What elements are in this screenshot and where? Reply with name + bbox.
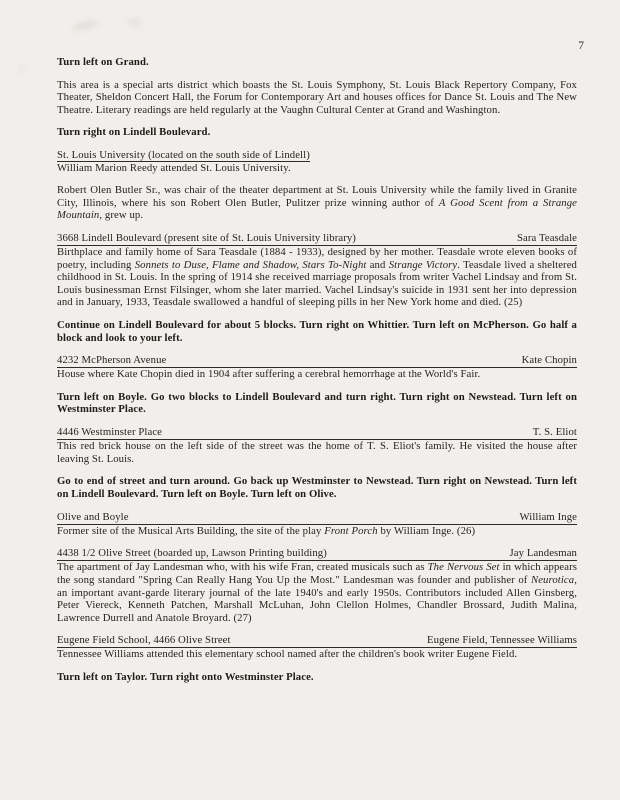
text-run-italic: The Nervous Set: [427, 561, 500, 574]
entry-location: St. Louis University (located on the south side of Lindell): [57, 148, 310, 161]
entry-location: Olive and Boyle: [57, 510, 129, 523]
entry-heading: [57, 634, 577, 648]
entry-author: Eugene Field, Tennessee Williams: [426, 634, 577, 647]
entry-author: Jay Landesman: [509, 547, 577, 560]
direction-text: [57, 391, 577, 416]
entry-author: Kate Chopin: [521, 354, 577, 367]
entry-location: 3668 Lindell Boulevard (present site of St. Louis University library): [57, 231, 356, 244]
entry-description: [57, 525, 577, 538]
entry-description: [57, 648, 577, 661]
entry-description: [57, 561, 577, 624]
entry-author: Sara Teasdale: [517, 231, 577, 244]
entry-location: 4446 Westminster Place: [57, 426, 163, 439]
text-run-italic: Front Porch: [324, 524, 378, 537]
entry-heading: [57, 149, 577, 162]
text-run: House where Kate Chopin died in 1904 after suffering a cerebral hemorrhage at the World's Fair.: [57, 368, 481, 381]
text-run: , grew up.: [99, 209, 144, 222]
entry-author: T. S. Eliot: [532, 426, 577, 439]
direction-text: [57, 475, 577, 500]
entry-heading: [57, 426, 577, 440]
text-run: Robert Olen Butler Sr., was chair of the theater department at St. Louis University while the family lived in Granite City, Illinois, where his son Robert Olen Butler, Pulitzer prize winning author of: [57, 184, 577, 209]
tour-entry: [57, 634, 577, 661]
text-run: Former site of the Musical Arts Building, the site of the play: [57, 524, 325, 537]
text-run-italic: Strange Victory: [388, 258, 458, 271]
entry-author: William Inge: [519, 510, 577, 523]
tour-entry: [57, 426, 577, 465]
body-paragraph: [57, 79, 577, 117]
text-run: This red brick house on the left side of the street was the home of T. S. Eliot's family. He visited the house after leaving St. Louis.: [57, 440, 577, 465]
entry-location: Eugene Field School, 4466 Olive Street: [57, 634, 231, 647]
page-number: 7: [578, 40, 584, 52]
text-run: Turn left on Taylor. Turn right onto Westminster Place.: [57, 670, 314, 683]
tour-entry: [57, 149, 577, 174]
body-paragraph: [57, 184, 577, 222]
entry-description: [57, 368, 577, 381]
text-run: . Teasdale lived a sheltered childhood in St. Louis. In the spring of 1914 she received marriage proposals from writer Vachel Lindsay and from St. Louis businessman Ernst Filsinger, whom she later married. Vachel Lindsay's suicide in 1931 sent her into depression and in January, 1933, Teasdale swallowed a handful of sleeping pills in her New York home and died. (25): [57, 258, 578, 309]
direction-text: [57, 319, 577, 344]
text-run: Continue on Lindell Boulevard for about 5 blocks. Turn right on Whittier. Turn left on McPherson. Go half a block and look to your left.: [57, 319, 577, 344]
text-run: Turn left on Boyle. Go two blocks to Lindell Boulevard and turn right. Turn right on Newstead. Turn left on Westminster Place.: [57, 390, 577, 416]
entry-heading: [57, 511, 577, 525]
text-run-italic: A Good Scent from a Strange Mountain: [57, 196, 578, 222]
direction-text: [57, 56, 577, 69]
text-run: Go to end of street and turn around. Go back up Westminster to Newstead. Turn right on Newstead. Turn left on Lindell Boulevard. Turn left on Boyle. Turn left on Olive.: [57, 475, 577, 500]
scan-smudge: [72, 19, 99, 32]
entry-description: [57, 440, 577, 465]
text-run: This area is a special arts district which boasts the St. Louis Symphony, St. Louis Black Repertory Company, Fox Theater, Sheldon Concert Hall, the Forum for Contemporary Art and houses offices for Dance St. Louis and The New Theatre. Literary readings are held regularly at the Vaughn Cultural Center at Grand and Washington.: [57, 78, 577, 116]
text-run: The apartment of Jay Landesman who, with his wife Fran, created musicals such as: [57, 561, 428, 574]
tour-entry: [57, 354, 577, 381]
entry-location: 4232 McPherson Avenue: [57, 354, 167, 367]
scan-smudge: [128, 18, 142, 27]
entry-heading: [57, 354, 577, 368]
text-run-italic: Sonnets to Duse, Flame and Shadow, Stars To-Night: [134, 258, 367, 271]
entry-location: 4438 1/2 Olive Street (boarded up, Lawson Printing building): [57, 547, 327, 560]
text-run: in which appears the song standard "Spring Can Really Hang You Up the Most." Landesman was founder and publisher of: [57, 561, 577, 586]
text-run: by William Inge. (26): [377, 524, 476, 537]
tour-entry: [57, 511, 577, 538]
text-run: Turn left on Grand.: [57, 56, 149, 68]
scan-smudge: [18, 64, 24, 74]
text-run: Birthplace and family home of Sara Teasdale (1884 - 1933), designed by her mother. Teasdale wrote eleven books of poetry, including: [57, 246, 577, 271]
entry-heading: [57, 232, 577, 246]
text-run: Tennessee Williams attended this elementary school named after the children's book writer Eugene Field.: [57, 648, 518, 661]
entry-heading: [57, 547, 577, 561]
text-run: Turn right on Lindell Boulevard.: [57, 126, 211, 139]
text-run: William Marion Reedy attended St. Louis University.: [57, 161, 291, 174]
text-run: , an important avant-garde literary journal of the late 1940's and early 1950s. Contributors included Allen Ginsberg, Peter Viereck, Kenneth Patchen, Marshall McLuhan, John Clellon Holmes, Chandler Brossard, Judith Malina, Lawrence Durrell and Anatole Broyard. (27): [57, 573, 577, 624]
direction-text: [57, 671, 577, 684]
text-run: and: [366, 258, 389, 271]
tour-entry: [57, 232, 577, 309]
entry-description: [57, 246, 577, 309]
tour-entry: [57, 547, 577, 624]
page-content: [57, 56, 577, 694]
text-run-italic: Neurotica: [530, 573, 575, 586]
entry-description: [57, 162, 577, 175]
direction-text: [57, 126, 577, 139]
